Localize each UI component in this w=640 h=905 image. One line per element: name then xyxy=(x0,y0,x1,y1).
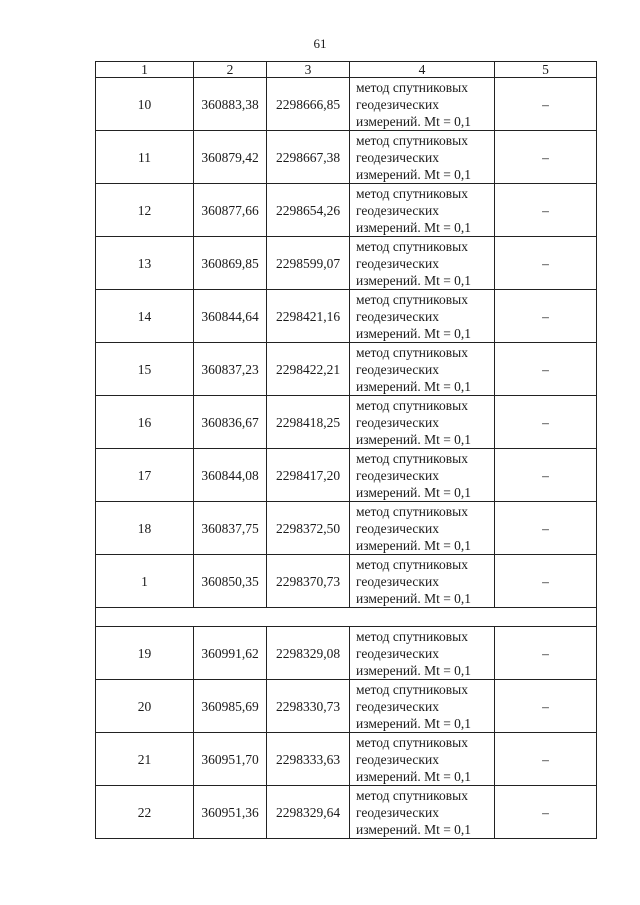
y-coordinate-cell: 2298418,25 xyxy=(267,396,350,449)
x-coordinate-cell: 360844,08 xyxy=(194,449,267,502)
method-cell xyxy=(350,502,495,555)
method-line: геодезических xyxy=(356,804,439,820)
method-line: геодезических xyxy=(356,308,439,324)
method-line: измерений. Mt = 0,1 xyxy=(356,272,472,288)
method-line: измерений. Mt = 0,1 xyxy=(356,113,472,129)
method-cell xyxy=(350,237,495,290)
table-body xyxy=(96,62,597,839)
method-line: измерений. Mt = 0,1 xyxy=(356,662,472,678)
method-line: геодезических xyxy=(356,520,439,536)
y-coordinate-cell: 2298421,16 xyxy=(267,290,350,343)
table-row xyxy=(96,343,597,396)
y-coordinate-cell: 2298599,07 xyxy=(267,237,350,290)
method-line: геодезических xyxy=(356,202,439,218)
point-number-cell: 17 xyxy=(96,449,194,502)
method-line: измерений. Mt = 0,1 xyxy=(356,768,472,784)
x-coordinate-cell: 360951,70 xyxy=(194,733,267,786)
method-cell xyxy=(350,131,495,184)
note-cell: – xyxy=(495,290,597,343)
note-cell: – xyxy=(495,680,597,733)
table-row xyxy=(96,555,597,608)
method-line: измерений. Mt = 0,1 xyxy=(356,219,472,235)
point-number-cell: 22 xyxy=(96,786,194,839)
y-coordinate-cell: 2298417,20 xyxy=(267,449,350,502)
table-row xyxy=(96,786,597,839)
method-line: метод спутниковых xyxy=(356,238,468,254)
point-number-cell: 1 xyxy=(96,555,194,608)
column-number: 1 xyxy=(96,62,194,78)
x-coordinate-cell: 360877,66 xyxy=(194,184,267,237)
table-row xyxy=(96,680,597,733)
point-number-cell: 15 xyxy=(96,343,194,396)
y-coordinate-cell: 2298329,08 xyxy=(267,627,350,680)
y-coordinate-cell: 2298370,73 xyxy=(267,555,350,608)
note-cell: – xyxy=(495,733,597,786)
method-line: геодезических xyxy=(356,645,439,661)
method-line: метод спутниковых xyxy=(356,397,468,413)
table-row xyxy=(96,449,597,502)
point-number-cell: 21 xyxy=(96,733,194,786)
separator-row xyxy=(96,608,597,627)
y-coordinate-cell: 2298422,21 xyxy=(267,343,350,396)
column-number: 4 xyxy=(350,62,495,78)
column-number: 2 xyxy=(194,62,267,78)
y-coordinate-cell: 2298333,63 xyxy=(267,733,350,786)
method-line: геодезических xyxy=(356,414,439,430)
method-cell xyxy=(350,290,495,343)
method-cell xyxy=(350,733,495,786)
note-cell: – xyxy=(495,555,597,608)
method-cell xyxy=(350,343,495,396)
method-cell xyxy=(350,786,495,839)
method-line: геодезических xyxy=(356,467,439,483)
note-cell: – xyxy=(495,78,597,131)
method-cell xyxy=(350,396,495,449)
table-row xyxy=(96,396,597,449)
method-line: метод спутниковых xyxy=(356,291,468,307)
method-line: метод спутниковых xyxy=(356,787,468,803)
note-cell: – xyxy=(495,786,597,839)
point-number-cell: 19 xyxy=(96,627,194,680)
method-line: измерений. Mt = 0,1 xyxy=(356,378,472,394)
note-cell: – xyxy=(495,449,597,502)
separator-cell xyxy=(96,608,597,627)
method-line: измерений. Mt = 0,1 xyxy=(356,821,472,837)
x-coordinate-cell: 360991,62 xyxy=(194,627,267,680)
y-coordinate-cell: 2298330,73 xyxy=(267,680,350,733)
x-coordinate-cell: 360951,36 xyxy=(194,786,267,839)
column-number: 5 xyxy=(495,62,597,78)
x-coordinate-cell: 360985,69 xyxy=(194,680,267,733)
method-line: метод спутниковых xyxy=(356,79,468,95)
method-line: геодезических xyxy=(356,698,439,714)
coordinates-table xyxy=(95,61,597,839)
x-coordinate-cell: 360837,23 xyxy=(194,343,267,396)
column-number-row xyxy=(96,62,597,78)
y-coordinate-cell: 2298666,85 xyxy=(267,78,350,131)
method-line: измерений. Mt = 0,1 xyxy=(356,166,472,182)
table-row xyxy=(96,733,597,786)
point-number-cell: 16 xyxy=(96,396,194,449)
table-row xyxy=(96,131,597,184)
y-coordinate-cell: 2298654,26 xyxy=(267,184,350,237)
method-line: метод спутниковых xyxy=(356,185,468,201)
point-number-cell: 18 xyxy=(96,502,194,555)
method-line: метод спутниковых xyxy=(356,132,468,148)
method-line: геодезических xyxy=(356,361,439,377)
table-row xyxy=(96,237,597,290)
x-coordinate-cell: 360836,67 xyxy=(194,396,267,449)
table-row xyxy=(96,502,597,555)
method-line: метод спутниковых xyxy=(356,681,468,697)
method-line: метод спутниковых xyxy=(356,450,468,466)
method-line: геодезических xyxy=(356,96,439,112)
method-line: геодезических xyxy=(356,255,439,271)
method-line: метод спутниковых xyxy=(356,628,468,644)
note-cell: – xyxy=(495,131,597,184)
method-line: измерений. Mt = 0,1 xyxy=(356,431,472,447)
method-line: метод спутниковых xyxy=(356,344,468,360)
x-coordinate-cell: 360837,75 xyxy=(194,502,267,555)
page-number: 61 xyxy=(313,36,327,51)
table-row xyxy=(96,290,597,343)
method-line: измерений. Mt = 0,1 xyxy=(356,484,472,500)
table-row xyxy=(96,184,597,237)
y-coordinate-cell: 2298329,64 xyxy=(267,786,350,839)
x-coordinate-cell: 360844,64 xyxy=(194,290,267,343)
point-number-cell: 14 xyxy=(96,290,194,343)
point-number-cell: 13 xyxy=(96,237,194,290)
note-cell: – xyxy=(495,184,597,237)
method-line: измерений. Mt = 0,1 xyxy=(356,715,472,731)
table-row xyxy=(96,627,597,680)
method-cell xyxy=(350,555,495,608)
note-cell: – xyxy=(495,237,597,290)
method-line: метод спутниковых xyxy=(356,734,468,750)
method-cell xyxy=(350,627,495,680)
note-cell: – xyxy=(495,343,597,396)
method-line: измерений. Mt = 0,1 xyxy=(356,325,472,341)
method-line: геодезических xyxy=(356,573,439,589)
y-coordinate-cell: 2298667,38 xyxy=(267,131,350,184)
point-number-cell: 11 xyxy=(96,131,194,184)
point-number-cell: 12 xyxy=(96,184,194,237)
note-cell: – xyxy=(495,396,597,449)
method-cell xyxy=(350,680,495,733)
method-cell xyxy=(350,449,495,502)
x-coordinate-cell: 360883,38 xyxy=(194,78,267,131)
method-line: метод спутниковых xyxy=(356,556,468,572)
method-line: метод спутниковых xyxy=(356,503,468,519)
x-coordinate-cell: 360850,35 xyxy=(194,555,267,608)
method-cell xyxy=(350,184,495,237)
point-number-cell: 20 xyxy=(96,680,194,733)
x-coordinate-cell: 360879,42 xyxy=(194,131,267,184)
point-number-cell: 10 xyxy=(96,78,194,131)
column-number: 3 xyxy=(267,62,350,78)
x-coordinate-cell: 360869,85 xyxy=(194,237,267,290)
method-cell xyxy=(350,78,495,131)
table-row xyxy=(96,78,597,131)
method-line: геодезических xyxy=(356,149,439,165)
method-line: геодезических xyxy=(356,751,439,767)
note-cell: – xyxy=(495,502,597,555)
note-cell: – xyxy=(495,627,597,680)
y-coordinate-cell: 2298372,50 xyxy=(267,502,350,555)
method-line: измерений. Mt = 0,1 xyxy=(356,590,472,606)
method-line: измерений. Mt = 0,1 xyxy=(356,537,472,553)
